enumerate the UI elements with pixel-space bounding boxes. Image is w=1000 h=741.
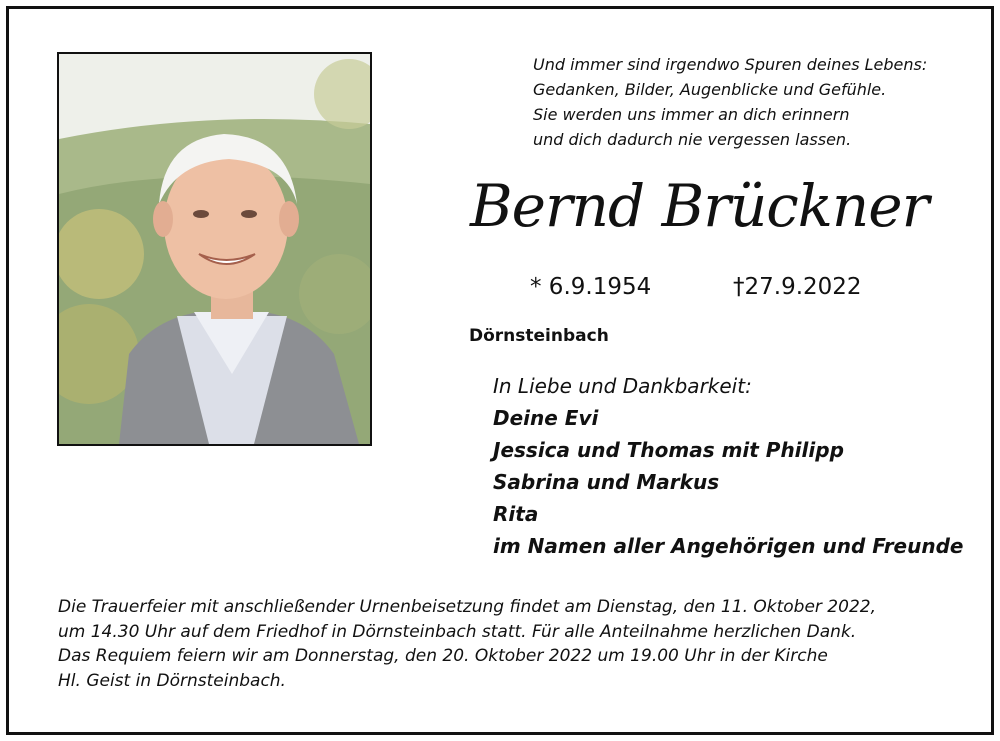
verse-line: Gedanken, Bilder, Augenblicke und Gefühle. bbox=[533, 80, 887, 99]
death-date: †27.9.2022 bbox=[733, 274, 862, 300]
mourner-name: im Namen aller Angehörigen und Freunde bbox=[493, 534, 964, 558]
memorial-verse bbox=[533, 52, 973, 152]
mourner-name: Deine Evi bbox=[493, 406, 599, 430]
deceased-name: Bernd Brückner bbox=[470, 172, 929, 240]
hometown: Dörnsteinbach bbox=[469, 326, 609, 346]
mourners-list bbox=[493, 370, 963, 562]
funeral-notice bbox=[58, 595, 958, 693]
mourner-name: Rita bbox=[493, 502, 539, 526]
verse-line: und dich dadurch nie vergessen lassen. bbox=[533, 130, 852, 149]
portrait-image bbox=[59, 54, 370, 444]
notice-line: Hl. Geist in Dörnsteinbach. bbox=[58, 670, 286, 691]
verse-line: Und immer sind irgendwo Spuren deines Lebens: bbox=[533, 55, 928, 74]
mourners-intro: In Liebe und Dankbarkeit: bbox=[493, 374, 752, 398]
notice-line: um 14.30 Uhr auf dem Friedhof in Dörnsteinbach statt. Für alle Anteilnahme herzlichen Dank. bbox=[58, 621, 857, 642]
verse-line: Sie werden uns immer an dich erinnern bbox=[533, 105, 850, 124]
notice-line: Die Trauerfeier mit anschließender Urnenbeisetzung findet am Dienstag, den 11. Oktober 2022, bbox=[58, 597, 876, 617]
notice-line: Das Requiem feiern wir am Donnerstag, den 20. Oktober 2022 um 19.00 Uhr in der Kirche bbox=[58, 646, 828, 666]
portrait-photo bbox=[57, 52, 372, 446]
mourner-name: Jessica und Thomas mit Philipp bbox=[493, 438, 844, 462]
birth-date: * 6.9.1954 bbox=[530, 274, 652, 300]
mourner-name: Sabrina und Markus bbox=[493, 470, 720, 494]
